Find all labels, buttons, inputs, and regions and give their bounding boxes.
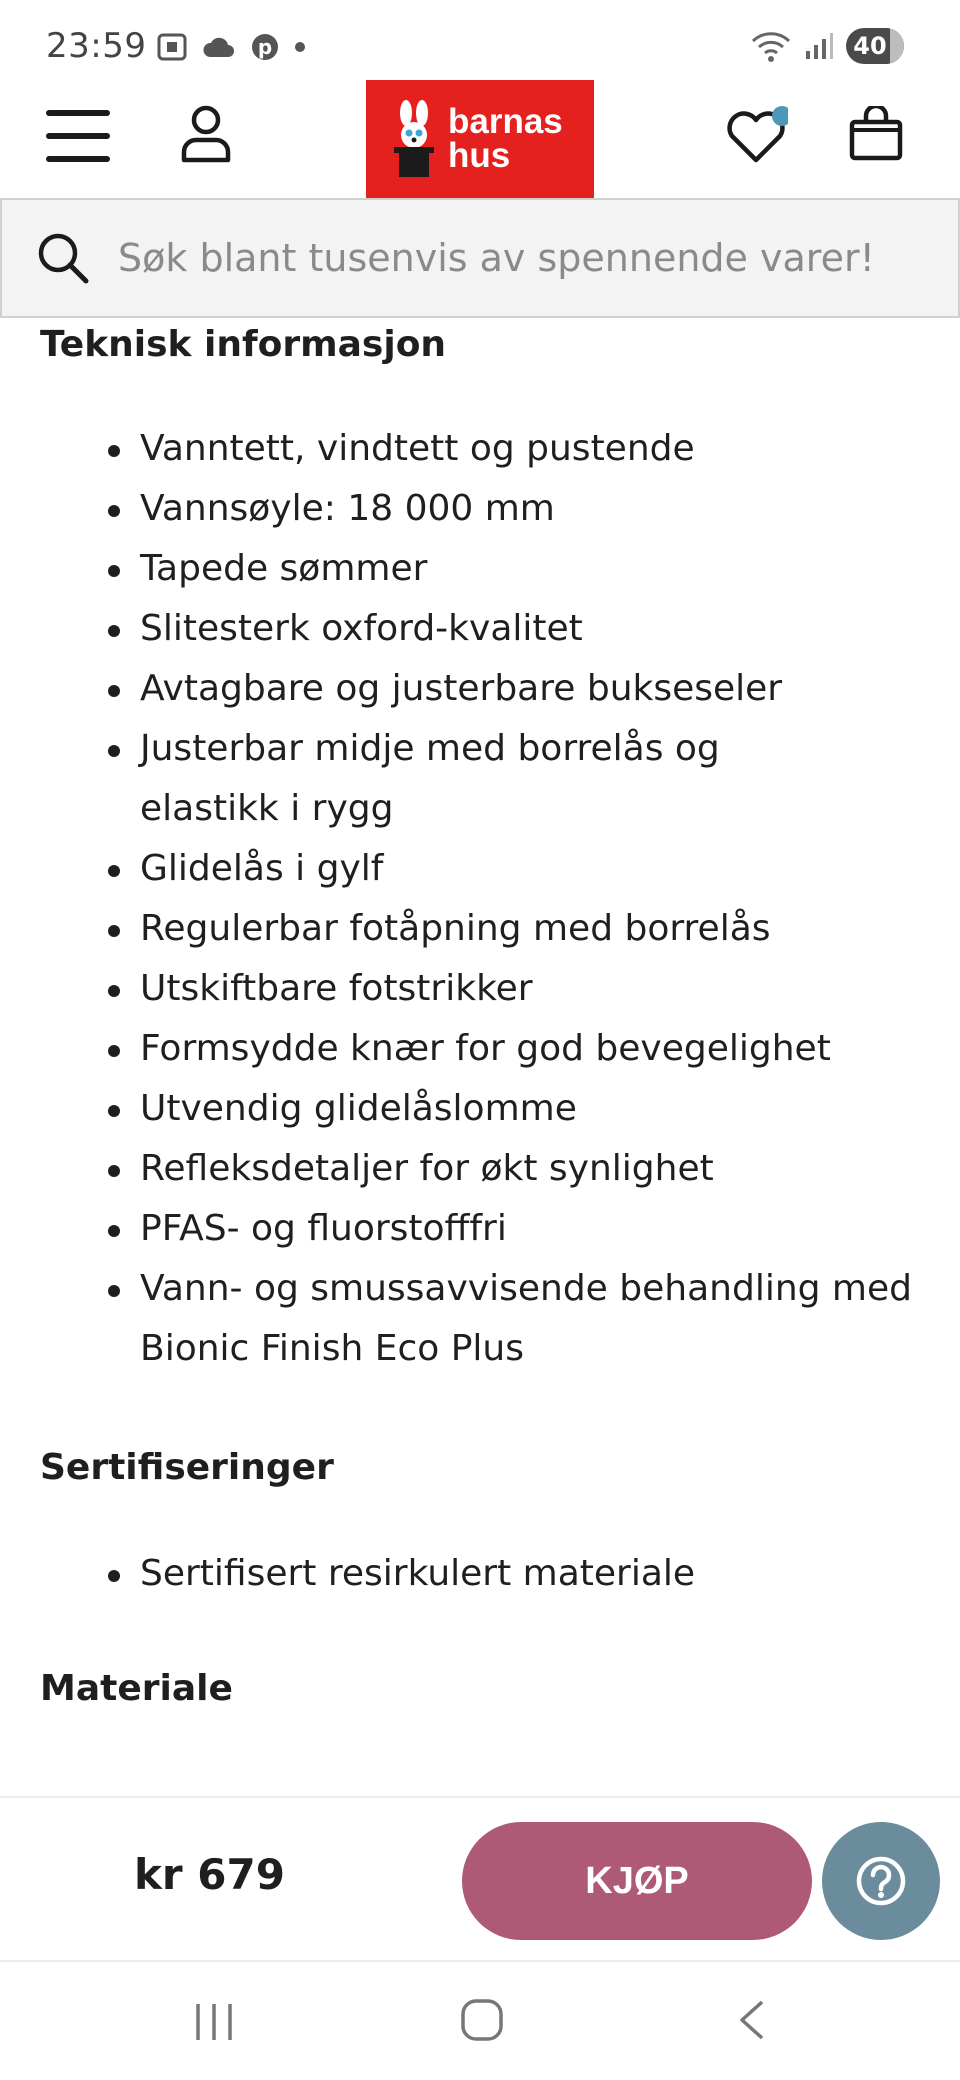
site-header [0, 80, 960, 198]
pinterest-icon [250, 32, 280, 62]
certifications-list [100, 1544, 960, 1604]
system-nav-bar [0, 1960, 960, 2080]
technical-info-list [100, 419, 960, 1379]
home-icon[interactable] [460, 1998, 504, 2042]
material-heading: Materiale [40, 1668, 233, 1709]
list-item: Tapede sømmer [100, 539, 920, 599]
recent-apps-icon[interactable] [194, 2000, 234, 2044]
list-item: Slitesterk oxford-kvalitet [100, 599, 920, 659]
system-icons [750, 28, 904, 64]
logo-text [448, 102, 563, 175]
signal-icon [804, 31, 834, 61]
list-item: Utskiftbare fotstrikker [100, 959, 920, 1019]
back-icon[interactable] [736, 1998, 766, 2042]
battery-level: 40 [853, 32, 887, 60]
technical-info-heading: Teknisk informasjon [40, 324, 447, 365]
list-item: Regulerbar fotåpning med borrelås [100, 899, 920, 959]
rabbit-hat-icon [390, 99, 438, 179]
battery-indicator [846, 28, 904, 64]
status-time: 23:59 [46, 26, 147, 66]
svg-text:p: p [257, 35, 273, 59]
list-item: Justerbar midje med borrelås og elastikk i rygg [100, 719, 800, 839]
shopping-bag-icon[interactable] [848, 106, 904, 162]
list-item: Vann- og smussavvisende behandling med Bionic Finish Eco Plus [100, 1259, 920, 1379]
question-mark-icon [853, 1853, 909, 1909]
hamburger-icon[interactable] [46, 110, 110, 162]
list-item: Vanntett, vindtett og pustende [100, 419, 920, 479]
list-item: Formsydde knær for god bevegelighet [100, 1019, 920, 1079]
search-icon[interactable] [36, 231, 90, 285]
buy-button[interactable]: KJØP [462, 1822, 812, 1940]
list-item: Refleksdetaljer for økt synlighet [100, 1139, 920, 1199]
screenshot-icon [156, 32, 188, 62]
buy-bar [0, 1796, 960, 1960]
dot-icon [294, 41, 306, 53]
search-input[interactable] [118, 236, 918, 280]
price: kr 679 [134, 1850, 285, 1899]
list-item: Utvendig glidelåslomme [100, 1079, 920, 1139]
wishlist-badge [772, 106, 788, 126]
brand-logo[interactable] [366, 80, 594, 198]
certifications-heading: Sertifiseringer [40, 1447, 334, 1488]
status-bar [0, 0, 960, 80]
user-icon[interactable] [180, 104, 232, 164]
product-details [0, 318, 960, 1709]
cloud-icon [202, 35, 236, 59]
list-item: Sertifisert resirkulert materiale [100, 1544, 920, 1604]
list-item: Glidelås i gylf [100, 839, 920, 899]
wifi-icon [750, 29, 792, 63]
list-item: PFAS- og fluorstofffri [100, 1199, 920, 1259]
logo-line-2: hus [448, 136, 511, 175]
heart-icon[interactable] [724, 104, 788, 168]
search-bar[interactable] [0, 198, 960, 318]
help-button[interactable] [822, 1822, 940, 1940]
logo-line-1: barnas [448, 102, 563, 141]
list-item: Avtagbare og justerbare bukseseler [100, 659, 920, 719]
list-item: Vannsøyle: 18 000 mm [100, 479, 920, 539]
notification-icons [156, 32, 306, 62]
